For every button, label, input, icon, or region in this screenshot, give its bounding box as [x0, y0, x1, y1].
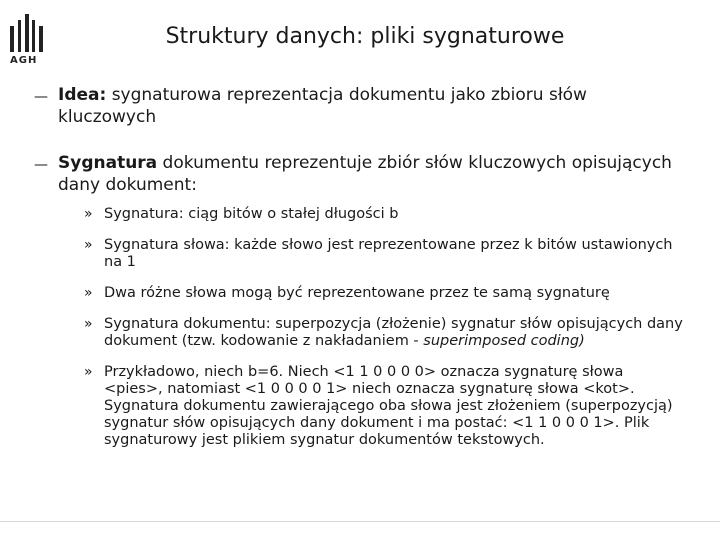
bullet-text: dokumentu reprezentuje zbiór słów kluczowych opisujących dany dokument: [58, 153, 672, 195]
subbullet-marker: » [84, 316, 93, 332]
subbullet [84, 285, 684, 302]
agh-logo-text: AGH [10, 55, 38, 66]
slide-title: Struktury danych: pliki sygnaturowe [165, 24, 565, 49]
subbullet-marker: » [84, 206, 93, 222]
bullet-dash: — [34, 89, 48, 105]
bullet-sygnatura [34, 152, 684, 196]
subbullet-text: Sygnatura: ciąg bitów o stałej długości b [104, 206, 399, 222]
bullet-text: sygnaturowa reprezentacja dokumentu jako zbioru słów kluczowych [58, 85, 587, 127]
slide-content [34, 84, 684, 463]
subbullet-text: Sygnatura słowa: każde słowo jest reprezentowane przez k bitów ustawionych na 1 [104, 237, 673, 270]
subbullet [84, 237, 684, 271]
subbullet-list [84, 206, 684, 449]
subbullet-marker: » [84, 364, 93, 380]
bullet-idea [34, 84, 684, 128]
bullet-bold: Idea: [58, 85, 107, 105]
subbullet [84, 206, 684, 223]
subbullet-text: Dwa różne słowa mogą być reprezentowane przez te samą sygnaturę [104, 285, 610, 301]
subbullet [84, 316, 684, 350]
subbullet-text: Przykładowo, niech b=6. Niech <1 1 0 0 0 0> oznacza sygnaturę słowa <pies>, natomiast <1 0 0 0 0 1> niech oznacza sygnaturę słowa <kot>. Sygnatura dokumentu zawierającego oba słowa jest złożeniem (superpozycją) sygnatur słów opisujących dany dokument i ma postać: <1 1 0 0 0 1>. Plik sygnaturowy jest plikiem sygnatur dokumentów tekstowych. [104, 364, 673, 448]
subbullet-text: Sygnatura dokumentu: superpozycja (złożenie) sygnatur słów opisujących dany dokument (tzw. kodowanie z nakładaniem - [104, 316, 683, 349]
subbullet-italic: superimposed coding) [423, 333, 585, 349]
footer-divider [0, 521, 720, 522]
bullet-dash: — [34, 157, 48, 173]
subbullet [84, 364, 684, 449]
bullet-bold: Sygnatura [58, 153, 158, 173]
subbullet-marker: » [84, 237, 93, 253]
subbullet-marker: » [84, 285, 93, 301]
